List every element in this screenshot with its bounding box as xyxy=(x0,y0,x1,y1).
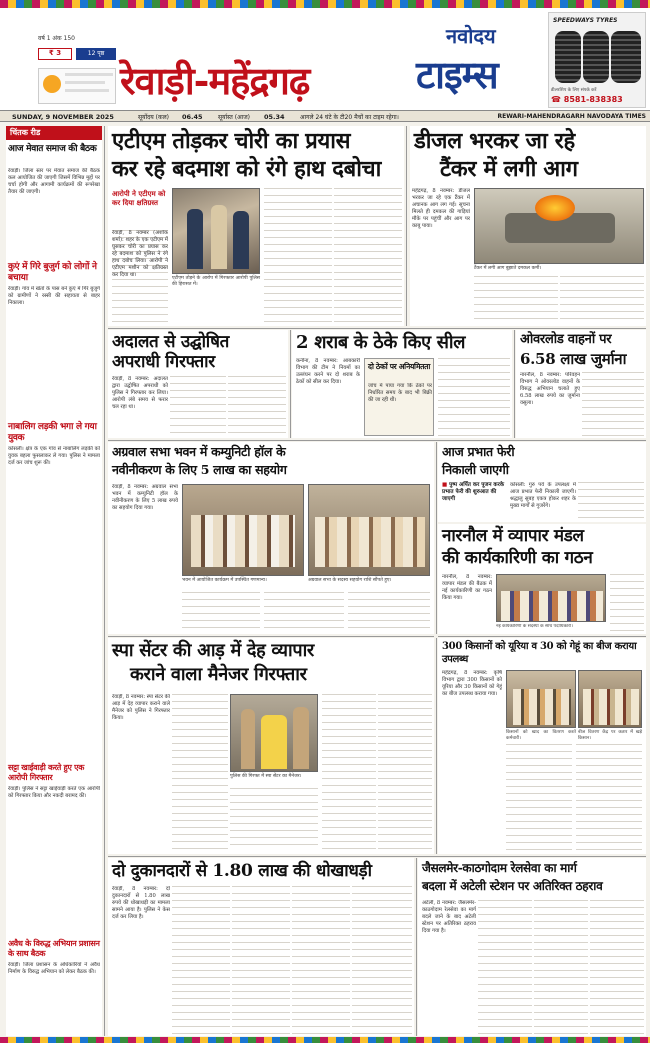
pages-badge: 12 पृष्ठ xyxy=(76,48,116,60)
overload-body: नारनौल, 8 नवम्बर: परिवहन विभाग ने ओवरलोड वाहनों के विरुद्ध अभियान चलाते हुए 6.58 लाख रुपये का जुर्माना वसूला। xyxy=(520,372,580,406)
sunset-label: सूर्यास्त (आज) xyxy=(218,114,251,121)
overload-headline-line1: ओवरलोड वाहनों पर xyxy=(520,332,612,347)
weather-box xyxy=(38,68,116,104)
narnaul-photo-caption: नई कार्यकारिणी के सदस्यों के साथ पदाधिकारी। xyxy=(496,624,573,629)
spa-photo-caption: पुलिस की गिरफ्त में स्पा सेंटर का मैनेजर। xyxy=(230,774,302,779)
brief-headline: कुएं में गिरे बुजुर्ग को लोगों ने बचाया xyxy=(8,262,97,283)
prabhat-story xyxy=(438,442,646,522)
sun-icon xyxy=(43,75,61,93)
lead-photo-caption: एटीएम तोड़ने के आरोप में गिरफ्तार आरोपी पुलिस की हिरासत में। xyxy=(172,276,260,287)
brief-headline: नाबालिग लड़की भगा ले गया युवक xyxy=(8,422,97,443)
overload-headline-line2: 6.58 लाख जुर्माना xyxy=(520,350,627,368)
brief-headline: सट्टा खाईवाड़ी करते हुए एक आरोपी गिरफ्तार xyxy=(8,762,85,782)
lead-body: रेवाड़ी, 8 नवम्बर (अशोक शर्मा): शहर के एक एटीएम में घुसकर चोरी का प्रयास कर रहे बदमाश को पुलिस ने रंगे हाथ दबोच लिया। आरोपी ने एटीएम मशीन को क्षतिग्रस्त कर दिया था। xyxy=(112,230,168,324)
agarwal-headline-line2: नवीनीकरण के लिए 5 लाख का सहयोग xyxy=(112,462,287,477)
seed-story xyxy=(438,638,646,854)
spa-story xyxy=(108,638,434,854)
court-body: रेवाड़ी, 8 नवम्बर: अदालत द्वारा उद्घोषित अपराधी को पुलिस ने गिरफ्तार कर लिया। आरोपी लंबे समय से फरार चल रहा था। xyxy=(112,376,168,410)
narnaul-story xyxy=(438,524,646,634)
agarwal-photo-2 xyxy=(308,484,430,576)
brief-body: रेवाड़ी। जिला प्रशासन के अधिकारियों ने अवैध निर्माण के विरुद्ध अभियान को लेकर बैठक की। xyxy=(8,962,100,975)
tanker-headline-line1: डीजल भरकर जा रहे xyxy=(414,128,575,154)
lead-column-2 xyxy=(264,188,332,324)
agarwal-headline-line1: अग्रवाल सभा भवन में कम्युनिटी हॉल के xyxy=(112,444,286,459)
liquor-sidebar-box xyxy=(364,358,434,436)
dateline-bar xyxy=(0,110,650,122)
liquor-body: कनीना, 8 नवम्बर: आबकारी विभाग की टीम ने नियमों का उल्लंघन करने पर दो शराब के ठेकों को सील कर दिया। xyxy=(296,358,360,385)
ad-caption: डीलरशिप के लिए संपर्क करें xyxy=(551,88,597,93)
seed-body: महेंद्रगढ़, 8 नवम्बर: कृषि विभाग द्वारा 300 किसानों को यूरिया और 30 किसानों को गेहूं का बीज उपलब्ध कराया गया। xyxy=(442,670,502,697)
price-badge: ₹ 3 xyxy=(38,48,72,60)
masthead-title-second: टाइम्स xyxy=(416,52,498,97)
masthead xyxy=(0,8,650,110)
prabhat-subheadline: ■ पुष्प अर्पित कर पूजन करके प्रभात फेरी की शुरुआत की जाएगी xyxy=(442,482,506,503)
rail-body: अटेली, 8 नवम्बर: जैसलमेर-काठगोदाम रेलसेवा का मार्ग बदले जाने के बाद अटेली स्टेशन पर अतिरिक्त ठहराव दिया गया है। xyxy=(422,900,476,934)
seed-photo-1-caption: किसानों को खाद का वितरण करते कर्मचारी। xyxy=(506,730,576,741)
tanker-story xyxy=(410,126,646,326)
masthead-title: रेवाड़ी-महेंद्रगढ़ xyxy=(120,58,310,103)
sunset-time: 05.34 xyxy=(264,113,285,121)
issue-line: वर्ष 1 अंक 150 xyxy=(38,35,75,42)
fraud-headline: दो दुकानदारों से 1.80 लाख की धोखाधड़ी xyxy=(112,861,372,881)
lead-subheadline: आरोपी ने एटीएम को कर दिया क्षतिग्रस्त xyxy=(112,190,166,207)
seed-photo-1 xyxy=(506,670,576,728)
tanker-column-2 xyxy=(474,276,558,324)
brief-body: रेवाड़ी। जिला स्तर पर मेवात समाज की बैठक कल आयोजित की जाएगी जिसमें विभिन्न मुद्दों पर चर्चा होगी और आगामी कार्यक्रमों की रूपरेखा तैयार की जाएगी। xyxy=(8,168,100,195)
narnaul-photo xyxy=(496,574,606,622)
color-registration-strip xyxy=(0,1037,650,1043)
tyre-advertisement xyxy=(548,12,646,108)
tyre-icon xyxy=(555,31,581,83)
agarwal-photo-1 xyxy=(182,484,304,576)
spa-headline-line1: स्पा सेंटर की आड़ में देह व्यापार xyxy=(112,640,314,661)
brief-body: रेवाड़ी। गांव में खेतों के पास बने कुएं में गिरे बुजुर्ग को ग्रामीणों ने रस्सी की सहायता से बाहर निकाला। xyxy=(8,286,100,306)
seed-photo-2 xyxy=(578,670,642,728)
masthead-brand-small: नवोदय xyxy=(446,24,496,48)
prabhat-body: कोसली: गुरु पर्व के उपलक्ष्य में आज प्रभात फेरी निकाली जाएगी। श्रद्धालु सुबह एकत्र होकर शहर के मुख्य मार्गों से गुजरेंगे। xyxy=(510,482,576,509)
paper-name: REWARI-MAHENDRAGARH NAVODAYA TIMES xyxy=(497,113,646,120)
court-headline-line2: अपराधी गिरफ्तार xyxy=(112,352,215,372)
liquor-box-headline: दो ठेकों पर अनियमितता xyxy=(368,362,431,371)
rail-story xyxy=(418,858,646,1036)
spa-headline-line2: कराने वाला मैनेजर गिरफ्तार xyxy=(130,664,307,685)
liquor-headline: 2 शराब के ठेके किए सील xyxy=(296,332,466,353)
lead-headline-line1: एटीएम तोड़कर चोरी का प्रयास xyxy=(112,128,351,154)
tyre-icon xyxy=(611,31,641,83)
dateline-date: SUNDAY, 9 NOVEMBER 2025 xyxy=(12,113,114,121)
fraud-body: रेवाड़ी, 8 नवम्बर: दो दुकानदारों से 1.80 लाख रुपये की धोखाधड़ी का मामला सामने आया है। पुलिस ने केस दर्ज कर लिया है। xyxy=(112,886,170,920)
spa-body: रेवाड़ी, 8 नवम्बर: स्पा सेंटर की आड़ में देह व्यापार कराने वाले मैनेजर को पुलिस ने गिरफ्तार किया। xyxy=(112,694,170,721)
spa-photo xyxy=(230,694,318,772)
brief-body: रेवाड़ी। पुलिस ने सट्टा खाईवाड़ी करते एक आरोपी को गिरफ्तार किया और नकदी बरामद की। xyxy=(8,786,100,799)
agarwal-body: रेवाड़ी, 8 नवम्बर: अग्रवाल सभा भवन में कम्युनिटी हॉल के नवीनीकरण के लिए 5 लाख रुपये का सहयोग दिया गया। xyxy=(112,484,178,511)
seed-photo-2-caption: बीज वितरण केंद्र पर कतार में खड़े किसान। xyxy=(578,730,642,741)
lead-story xyxy=(108,126,404,326)
seed-headline: 300 किसानों को यूरिया व 30 को गेहूं का बीज कराया उपलब्ध xyxy=(442,641,637,665)
ad-brand: SPEEDWAYS TYRES xyxy=(553,17,618,24)
liquor-story xyxy=(292,330,512,438)
liquor-box-body: जांच में पाया गया कि ठेकों पर निर्धारित समय के बाद भी बिक्री की जा रही थी। xyxy=(368,383,432,403)
tanker-headline-line2: टैंकर में लगी आग xyxy=(440,156,578,182)
court-story xyxy=(108,330,288,438)
tanker-photo xyxy=(474,188,644,264)
brief-body: कोसली। क्षेत्र के एक गांव से नाबालिग लड़की को युवक बहला फुसलाकर ले गया। पुलिस ने मामला दर्ज कर जांच शुरू की। xyxy=(8,446,100,466)
court-headline-line1: अदालत से उद्घोषित xyxy=(112,332,230,352)
prabhat-headline-line1: आज प्रभात फेरी xyxy=(442,444,515,459)
color-registration-strip xyxy=(0,0,650,8)
narnaul-headline-line1: नारनौल में व्यापार मंडल xyxy=(442,526,584,546)
brief-headline: अवैध के विरुद्ध अभियान प्रशासन के साथ बैठक xyxy=(8,938,100,958)
agarwal-photo-1-caption: भवन में आयोजित कार्यक्रम में उपस्थित गणमान्य। xyxy=(182,578,267,583)
ad-phone: ☎ 8581-838383 xyxy=(551,95,623,104)
tyre-icon xyxy=(583,31,609,83)
dateline-teaser: आगले 24 घंटे के टी20 मैचों का टाइम रहेगा। xyxy=(300,114,399,121)
tanker-photo-caption: टैंकर में लगी आग बुझाते दमकल कर्मी। xyxy=(474,266,542,271)
rail-headline-line2: बदला में अटेली स्टेशन पर अतिरिक्त ठहराव xyxy=(422,879,603,893)
section-label: चिंतक रीड xyxy=(6,126,102,140)
lead-photo xyxy=(172,188,260,274)
left-column xyxy=(6,126,102,1036)
narnaul-headline-line2: की कार्यकारिणी का गठन xyxy=(442,548,593,568)
lead-column-3 xyxy=(334,188,402,324)
tanker-body: महेंद्रगढ़, 8 नवम्बर: डीजल भरकर जा रहे एक टैंकर में अचानक आग लग गई। सूचना मिलते ही दमकल की गाड़ियां मौके पर पहुंचीं और आग पर काबू पाया। xyxy=(412,188,470,229)
overload-story xyxy=(516,330,646,438)
fraud-story xyxy=(108,858,414,1036)
rail-headline-line1: जैसलमेर-काठगोदाम रेलसेवा का मार्ग xyxy=(422,861,577,875)
brief-headline: आज मेवात समाज की बैठक xyxy=(8,144,97,154)
lead-headline-line2: कर रहे बदमाश को रंगे हाथ दबोचा xyxy=(112,156,382,182)
tanker-column-3 xyxy=(560,276,644,324)
sunrise-label: सूर्योदय (कल) xyxy=(138,114,170,121)
narnaul-body: नारनौल, 8 नवम्बर: व्यापार मंडल की बैठक में नई कार्यकारिणी का गठन किया गया। xyxy=(442,574,492,601)
agarwal-story xyxy=(108,442,434,634)
agarwal-photo-2-caption: अग्रवाल सभा के सदस्य सहयोग राशि सौंपते हुए। xyxy=(308,578,392,583)
sunrise-time: 06.45 xyxy=(182,113,203,121)
prabhat-headline-line2: निकाली जाएगी xyxy=(442,462,509,477)
